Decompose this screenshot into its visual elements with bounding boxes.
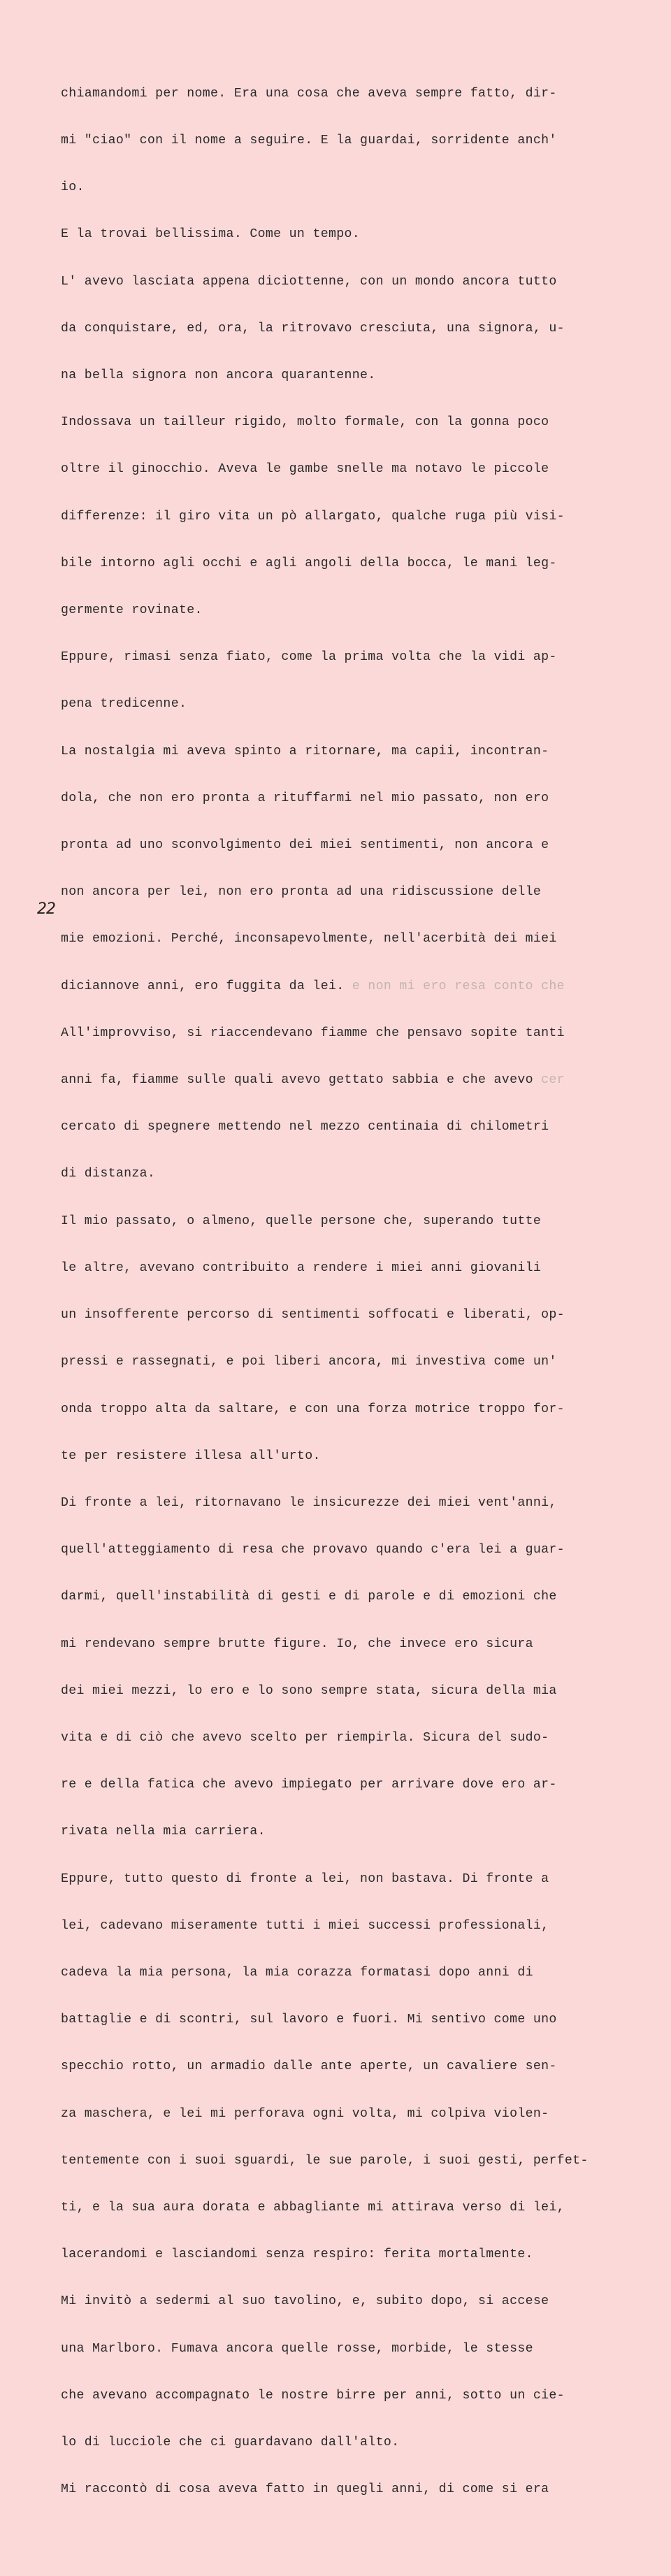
text-line: vita e di ciò che avevo scelto per riempirla. Sicura del sudo-	[61, 1730, 549, 1745]
text-line: lacerandomi e lasciandomi senza respiro: ferita mortalmente.	[61, 2247, 533, 2262]
text-line: cadeva la mia persona, la mia corazza formatasi dopo anni di	[61, 1965, 533, 1980]
text-line: una Marlboro. Fumava ancora quelle rosse, morbide, le stesse	[61, 2341, 533, 2356]
text-line: mi "ciao" con il nome a seguire. E la guardai, sorridente anch'	[61, 134, 557, 148]
text-line: io.	[61, 180, 85, 195]
text-line	[61, 2528, 599, 2544]
text-line: le altre, avevano contribuito a rendere i miei anni giovanili	[61, 1260, 542, 1275]
text-line: dola, che non ero pronta a rituffarmi nel mio passato, non ero	[61, 791, 549, 805]
text-line: Eppure, rimasi senza fiato, come la prima volta che la vidi ap-	[61, 650, 557, 665]
text-line: re e della fatica che avevo impiegato per arrivare dove ero ar-	[61, 1778, 557, 1792]
text-line: za maschera, e lei mi perforava ogni volta, mi colpiva violen-	[61, 2106, 549, 2121]
text-line: All'improvviso, si riaccendevano fiamme che pensavo sopite tanti	[61, 1026, 565, 1040]
text-line: onda troppo alta da saltare, e con una forza motrice troppo for-	[61, 1402, 565, 1416]
text-line: pena tredicenne.	[61, 697, 187, 712]
text-line: Indossava un tailleur rigido, molto formale, con la gonna poco	[61, 415, 549, 430]
text-line: bile intorno agli occhi e agli angoli della bocca, le mani leg-	[61, 556, 557, 570]
text-line: specchio rotto, un armadio dalle ante aperte, un cavaliere sen-	[61, 2059, 557, 2074]
text-line: ti, e la sua aura dorata e abbagliante mi attirava verso di lei,	[61, 2200, 565, 2215]
text-line: germente rovinate.	[61, 603, 203, 618]
text-line-main: anni fa, fiamme sulle quali avevo gettato sabbia e che avevo	[61, 1073, 533, 1088]
text-line: pressi e rassegnati, e poi liberi ancora, mi investiva come un'	[61, 1355, 557, 1369]
text-line: Mi raccontò di cosa aveva fatto in quegli anni, di come si era	[61, 2482, 549, 2497]
text-line: mi rendevano sempre brutte figure. Io, che invece ero sicura	[61, 1636, 533, 1651]
faint-typed-text: cer	[533, 1073, 565, 1088]
page-number: 22	[37, 900, 55, 918]
text-line: da conquistare, ed, ora, la ritrovavo cresciuta, una signora, u-	[61, 321, 565, 336]
text-line	[61, 1072, 599, 1088]
text-line: L' avevo lasciata appena diciottenne, con un mondo ancora tutto	[61, 274, 557, 289]
text-line: La nostalgia mi aveva spinto a ritornare, ma capii, incontran-	[61, 744, 549, 758]
text-line: di distanza.	[61, 1167, 156, 1181]
text-line: non ancora per lei, non ero pronta ad una ridiscussione delle	[61, 885, 542, 900]
text-line: E la trovai bellissima. Come un tempo.	[61, 227, 361, 242]
text-line: Il mio passato, o almeno, quelle persone che, superando tutte	[61, 1214, 542, 1228]
text-line: Eppure, tutto questo di fronte a lei, non bastava. Di fronte a	[61, 1871, 549, 1886]
text-line: battaglie e di scontri, sul lavoro e fuori. Mi sentivo come uno	[61, 2013, 557, 2027]
text-line: che avevano accompagnato le nostre birre per anni, sotto un cie-	[61, 2388, 565, 2403]
text-line: lei, cadevano miseramente tutti i miei successi professionali,	[61, 1918, 549, 1933]
text-line-main: diciannove anni, ero fuggita da lei.	[61, 979, 345, 993]
text-line: Mi invitò a sedermi al suo tavolino, e, subito dopo, si accese	[61, 2294, 549, 2309]
text-line: oltre il ginocchio. Aveva le gambe snelle ma notavo le piccole	[61, 462, 549, 477]
text-line: un insofferente percorso di sentimenti soffocati e liberati, op-	[61, 1308, 565, 1323]
text-line: dei miei mezzi, lo ero e lo sono sempre stata, sicura della mia	[61, 1683, 557, 1698]
text-line: rivata nella mia carriera.	[61, 1825, 266, 1839]
text-line: mie emozioni. Perché, inconsapevolmente, nell'acerbità dei miei	[61, 932, 557, 947]
faint-typed-text: e non mi ero resa conto che	[344, 979, 565, 993]
text-line: cercato di spegnere mettendo nel mezzo centinaia di chilometri	[61, 1120, 549, 1135]
text-line: darmi, quell'instabilità di gesti e di parole e di emozioni che	[61, 1590, 557, 1604]
text-line: tentemente con i suoi sguardi, le sue parole, i suoi gesti, perfet-	[61, 2153, 589, 2168]
text-line: na bella signora non ancora quarantenne.	[61, 368, 376, 383]
text-line: differenze: il giro vita un pò allargato, qualche ruga più visi-	[61, 509, 565, 524]
text-line: quell'atteggiamento di resa che provavo quando c'era lei a guar-	[61, 1543, 565, 1557]
text-line: lo di lucciole che ci guardavano dall'alto.	[61, 2435, 400, 2449]
text-line: chiamandomi per nome. Era una cosa che aveva sempre fatto, dir-	[61, 86, 557, 101]
text-line	[61, 979, 599, 994]
text-line: pronta ad uno sconvolgimento dei miei sentimenti, non ancora e	[61, 838, 549, 853]
text-line: Di fronte a lei, ritornavano le insicurezze dei miei vent'anni,	[61, 1495, 557, 1510]
text-line: te per resistere illesa all'urto.	[61, 1448, 321, 1463]
body-text	[61, 55, 599, 2576]
